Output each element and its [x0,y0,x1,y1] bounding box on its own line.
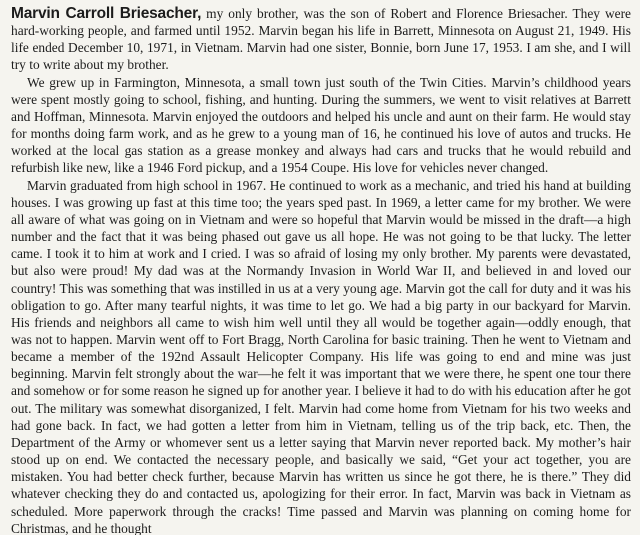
childhood-paragraph: We grew up in Farmington, Minnesota, a small town just south of the Twin Cities. Marvin’s childhood years were spent mostly going to school, fishing, and hunting. During the summers, we went to visit relatives at Barrett and Hoffman, Minnesota. Marvin enjoyed the outdoors and helped his uncle and aunt on their farm. He would stay for months doing farm work, and as he grew to a young man of 16, he continued his love of autos and trucks. He worked at the local gas station as a grease monkey and always had cars and trucks that he would rebuild and refurbish like new, like a 1946 Ford pickup, and a 1954 Coupe. His love for vehicles never changed. [11,74,631,176]
military-service-paragraph: Marvin graduated from high school in 1967. He continued to work as a mechanic, and tried his hand at building houses. I was growing up fast at this time too; the years sped past. In 1969, a letter came for my brother. We were all aware of what was going on in Vietnam and were so hopeful that Marvin would be missed in the draft—a high number and the fact that it was being phased out gave us all hope. He was not going to be that lucky. The letter came. I took it to him at work and I cried. I was so afraid of losing my only brother. My parents were devastated, but also were proud! My dad was at the Normandy Invasion in World War II, and believed in and loved our country! This was something that was instilled in us at a very young age. Marvin got the call for duty and it was his obligation to go. After many tearful nights, it was time to let go. We had a big party in our backyard for Marvin. His friends and neighbors all came to wish him well until they all would be together again—oddly enough, that was not to happen. Marvin went off to Fort Bragg, North Carolina for basic training. Then he went to Vietnam and became a member of the 192nd Assault Helicopter Company. His life was going to end and mine was just beginning. Marvin felt strongly about the war—he felt it was important that we were there, he spent one tour there and somehow or for some reason he signed up for another year. I believe it had to do with his education after he got out. The military was somewhat disorganized, I felt. Marvin had come home from Vietnam for his two weeks and had gone back. In fact, we had gotten a letter from him in Vietnam, telling us of the trip back, etc. Then, the Department of the Army or whomever sent us a letter saying that Marvin never reported back. My mother’s hair stood up on end. We contacted the necessary people, and basically we said, “Get your act together, you are mistaken. You had better check further, because Marvin has written us since he got there, he is there.” They did whatever checking they do and contacted us, apologizing for their error. In fact, Marvin was back in Vietnam as scheduled. More paperwork through the cracks! Time passed and Marvin was planning on coming home for Christmas, and he thought [11,177,631,535]
subject-name: Marvin Carroll Briesacher, [11,5,202,22]
intro-text: my only brother, was the son of Robert and Florence Briesacher. They were hard-working people, and farmed until 1952. Marvin began his life in Barrett, Minnesota on August 21, 1949. His life ended December 10, 1971, in Vietnam. Marvin had one sister, Bonnie, born June 17, 1953. I am she, and I will try to write about my brother. [11,6,631,73]
intro-paragraph [11,5,631,74]
